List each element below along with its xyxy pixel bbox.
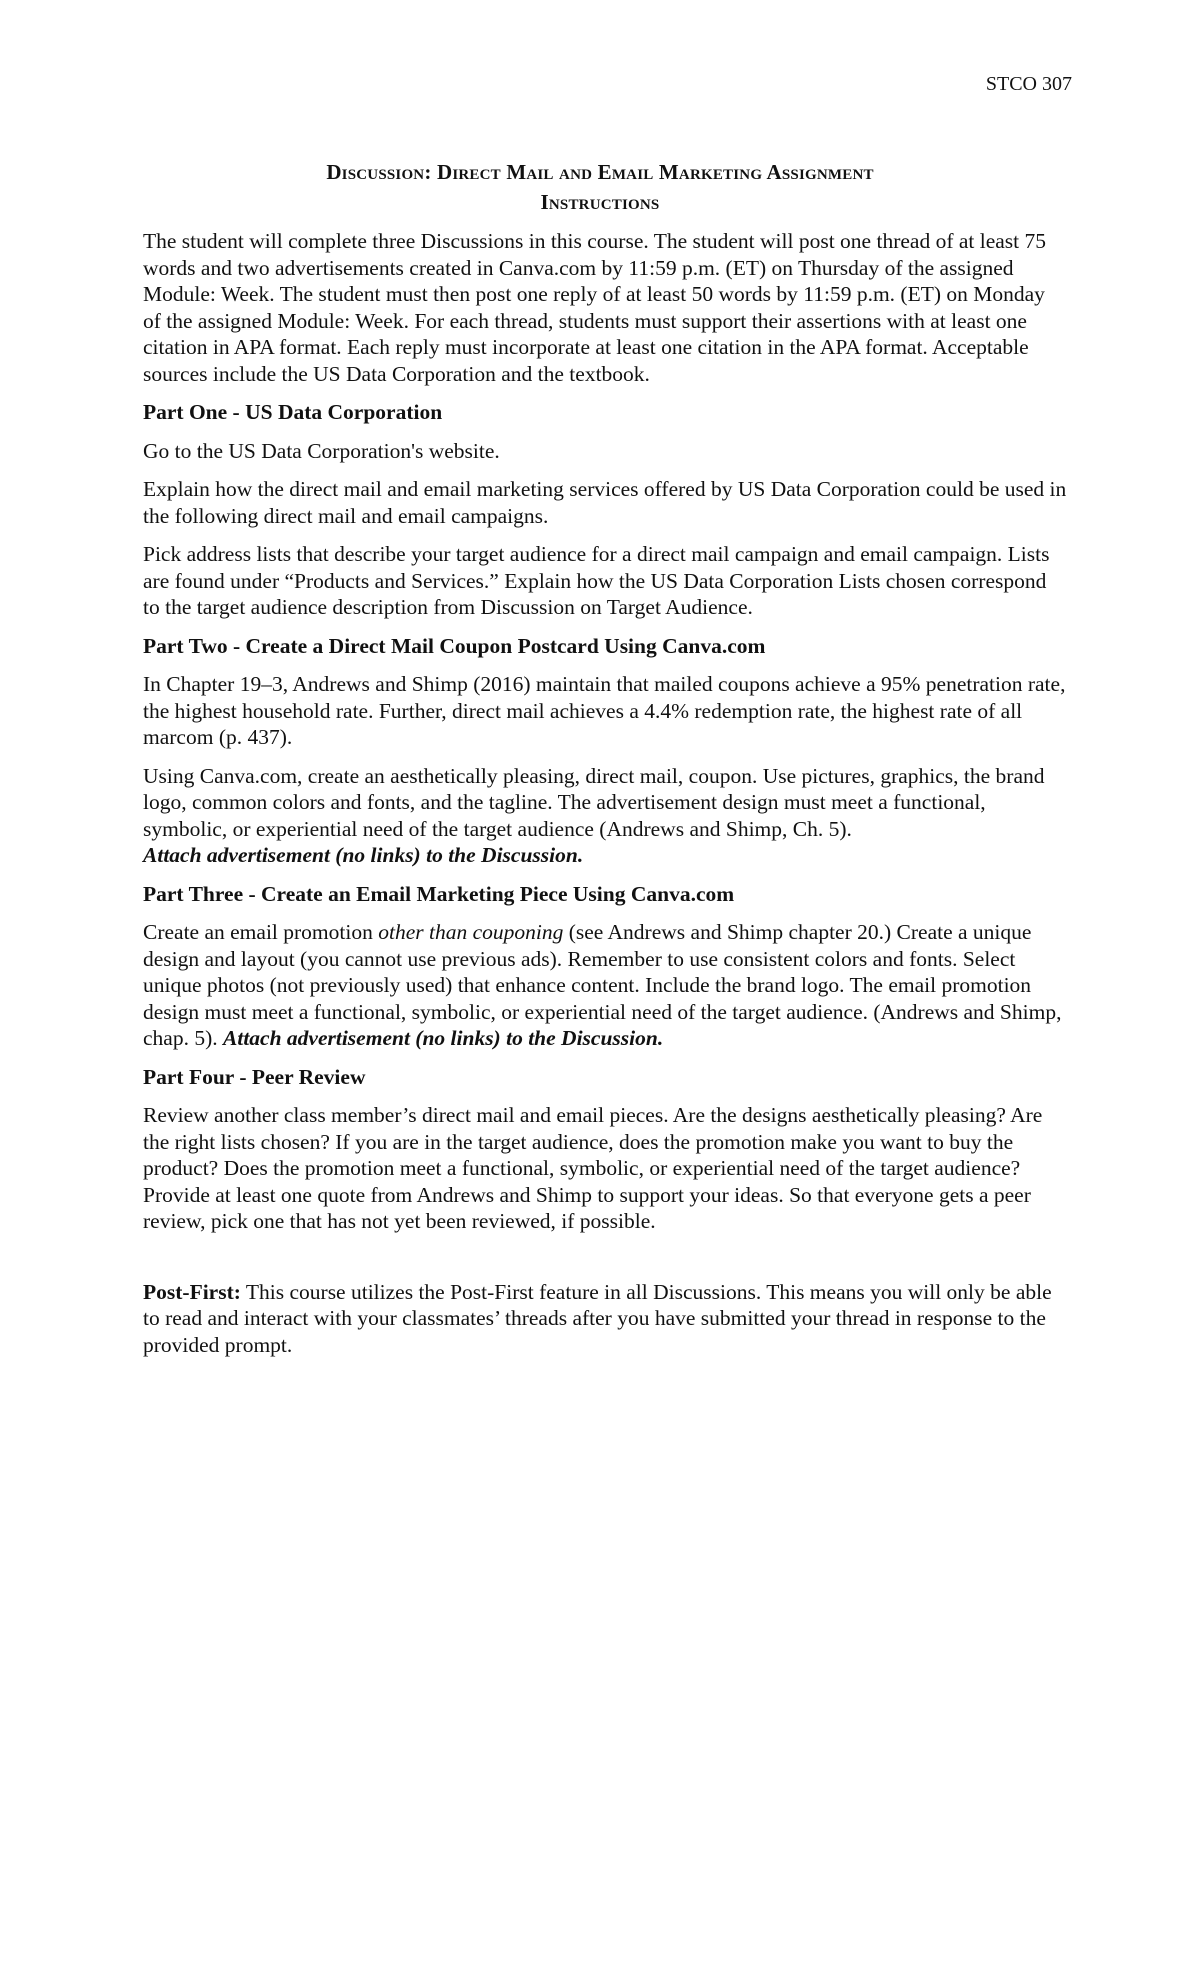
part-three-text-a: Create an email promotion — [143, 920, 379, 944]
part-two-paragraph-2 — [143, 763, 1067, 869]
part-one-heading: Part One - US Data Corporation — [143, 400, 443, 424]
post-first-label: Post-First: — [143, 1279, 241, 1304]
part-four-heading: Part Four - Peer Review — [143, 1064, 366, 1089]
part-three-italic-phrase: other than couponing — [378, 920, 564, 944]
part-three-attach-note: Attach advertisement (no links) to the Discussion. — [223, 1026, 664, 1050]
post-first-text: This course utilizes the Post-First feature in all Discussions. This means you will only be able to read and interact with your classmates’ threads after you have submitted your thread in response to the provided prompt. — [143, 1279, 1052, 1357]
part-two-heading: Part Two - Create a Direct Mail Coupon Postcard Using Canva.com — [143, 633, 766, 658]
document-body — [143, 228, 1067, 1370]
part-one-paragraph-2: Explain how the direct mail and email marketing services offered by US Data Corporation could be used in the following direct mail and email campaigns. — [143, 477, 1067, 528]
part-two-paragraph-2-text: Using Canva.com, create an aesthetically pleasing, direct mail, coupon. Use pictures, graphics, the brand logo, common colors and fonts, and the tagline. The advertisement design must meet a functional, symbolic, or experiential need of the target audience (Andrews and Shimp, Ch. 5). — [143, 763, 1045, 841]
part-three-text-b: (see Andrews and Shimp chapter 20.) Create a unique design and layout (you cannot use previous ads). Remember to use consistent colors and fonts. Select unique photos (not previously used) that enhance content. Include the brand logo. The email promotion design must meet a functional, symbolic, or experiential need of the target audience. (Andrews and Shimp, chap. 5). — [143, 920, 1062, 1050]
document-title — [140, 157, 1060, 217]
course-code: STCO 307 — [985, 73, 1072, 95]
part-four-paragraph-1: Review another class member’s direct mail and email pieces. Are the designs aesthetically pleasing? Are the right lists chosen? If you are in the target audience, does the promotion make you want to buy the product? Does the promotion meet a functional, symbolic, or experiential need of the target audience? Provide at least one quote from Andrews and Shimp to support your ideas. So that everyone gets a peer review, pick one that has not yet been reviewed, if possible. — [143, 1103, 1043, 1233]
title-line-1: Discussion: Direct Mail and Email Marketing Assignment — [326, 160, 874, 184]
title-line-2: Instructions — [540, 190, 660, 214]
part-one-paragraph-3: Pick address lists that describe your target audience for a direct mail campaign and email campaign. Lists are found under “Products and Services.” Explain how the US Data Corporation Lists chosen correspond to the target audience description from Discussion on Target Audience. — [143, 542, 1050, 619]
part-two-paragraph-1: In Chapter 19–3, Andrews and Shimp (2016) maintain that mailed coupons achieve a 95% penetration rate, the highest household rate. Further, direct mail achieves a 4.4% redemption rate, the highest rate of all marcom (p. 437). — [143, 672, 1066, 749]
intro-paragraph: The student will complete three Discussions in this course. The student will post one thread of at least 75 words and two advertisements created in Canva.com by 11:59 p.m. (ET) on Thursday of the assigned Module: Week. The student must then post one reply of at least 50 words by 11:59 p.m. (ET) on Monday of the assigned Module: Week. For each thread, students must support their assertions with at least one citation in APA format. Each reply must incorporate at least one citation in the APA format. Acceptable sources include the US Data Corporation and the textbook. — [143, 229, 1047, 386]
part-two-attach-note: Attach advertisement (no links) to the Discussion. — [143, 843, 584, 867]
part-one-paragraph-1: Go to the US Data Corporation's website. — [143, 438, 500, 463]
part-three-paragraph-1 — [143, 919, 1067, 1052]
post-first-paragraph — [143, 1279, 1067, 1359]
part-three-heading: Part Three - Create an Email Marketing Piece Using Canva.com — [143, 881, 735, 906]
